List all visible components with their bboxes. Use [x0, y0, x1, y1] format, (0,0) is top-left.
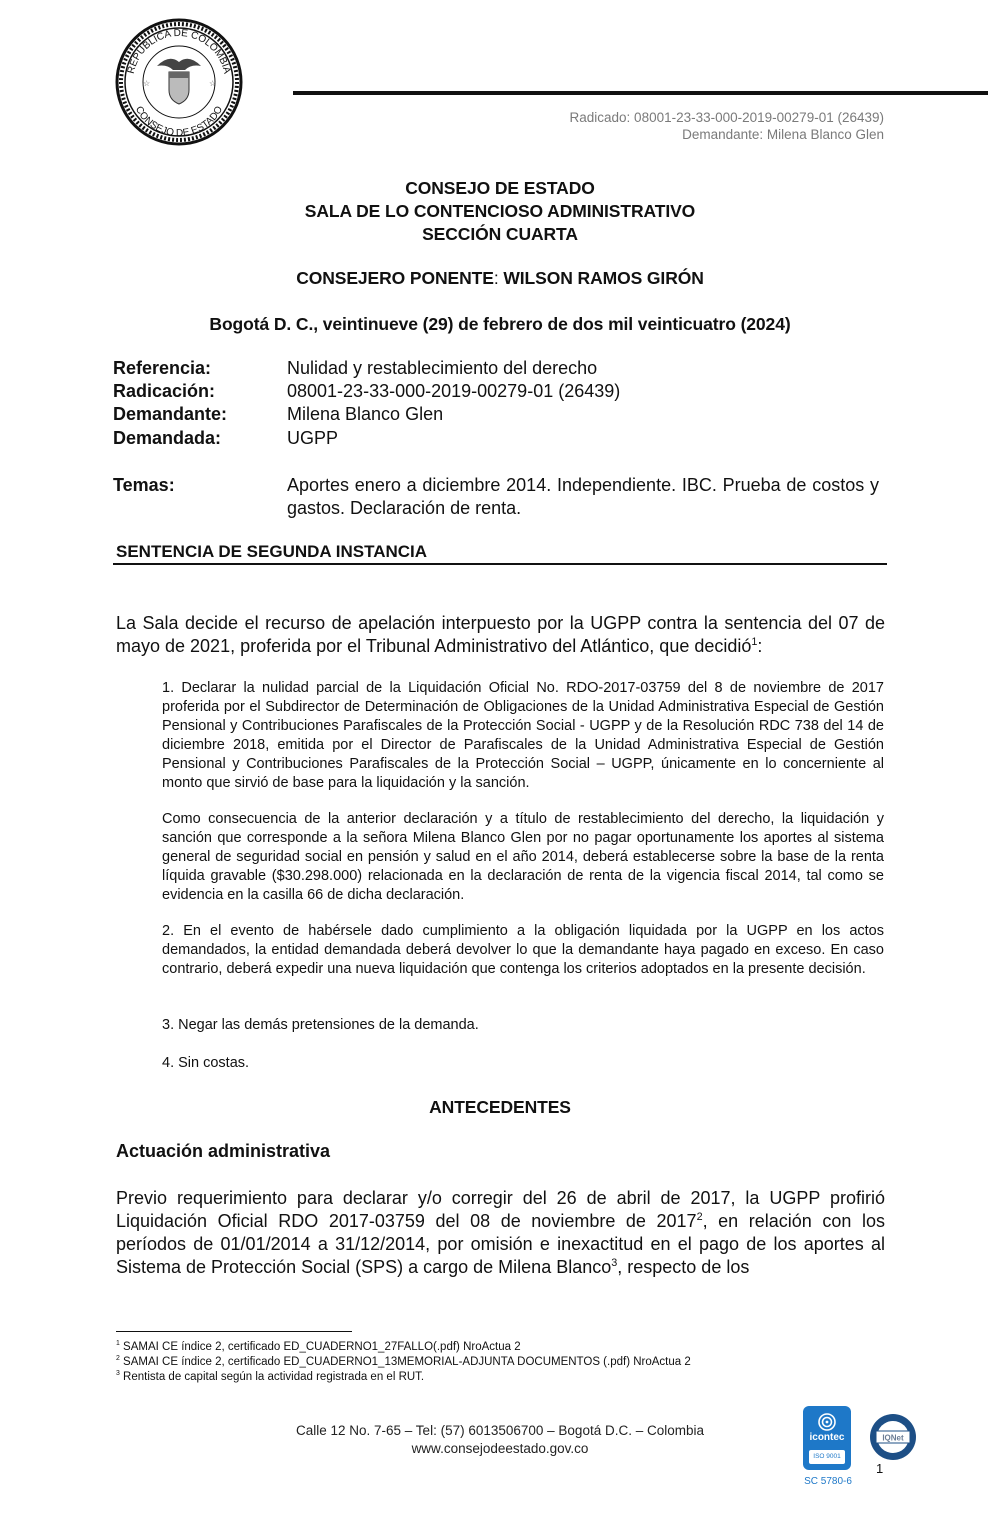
footnote-text: SAMAI CE índice 2, certificado ED_CUADERNO1_27FALLO(.pdf) NroActua 2	[119, 1341, 521, 1353]
paragraph-text: , respecto de los	[617, 1257, 750, 1277]
meta-label: Temas:	[113, 475, 175, 495]
footnote-ref[interactable]: 3	[611, 1257, 618, 1269]
antecedentes-heading: ANTECEDENTES	[429, 1097, 571, 1117]
sc-code: SC 5780-6	[804, 1476, 852, 1487]
ponente-sep: :	[493, 268, 499, 288]
paragraph-text: , en relación con los períodos de 01/01/2014 a 31/12/2014, por omisión e inexactitud en el pago de los aportes al Sistema de Protección Social (SPS) a cargo de Milena Blanco	[116, 1211, 886, 1277]
iso-label: ISO 9001	[809, 1450, 845, 1464]
quote-item-consequence: Como consecuencia de la anterior declaración y a título de restablecimiento del derecho, la liquidación y sanción que corresponde a la señora Milena Blanco Glen por no pagar oportunamente los aportes al sistema general de seguridad social en pensión y salud en el año 2014, deberá establecerse sobre la base de la renta líquida gravable ($30.298.000) relacionada en la declaración de renta de la vigencia fiscal 2014, tal como se evidencia en la casilla 66 de dicha declaración.	[162, 811, 884, 903]
footnote-ref[interactable]: 2	[696, 1211, 703, 1223]
meta-label: Radicación:	[113, 381, 216, 401]
footnote-text: Rentista de capital según la actividad registrada en el RUT.	[119, 1371, 425, 1383]
ponente-name: WILSON RAMOS GIRÓN	[498, 268, 704, 288]
iqnet-logo-icon	[866, 1412, 920, 1462]
meta-value: Milena Blanco Glen	[287, 404, 444, 424]
footnote-number: 2	[116, 1355, 120, 1363]
quote-item-2: 2. En el evento de habérsele dado cumplimiento a la obligación liquidada por la UGPP en los actos demandados, la entidad demandada deberá devolver lo que la demandante haya pagado en exceso. En caso contrario, deberá expedir una nueva liquidación que contenga los criterios adoptados en la presente decisión.	[162, 923, 884, 977]
header-demandante: Demandante: Milena Blanco Glen	[682, 127, 884, 142]
icontec-label: icontec	[809, 1432, 845, 1443]
svg-text:REPÚBLICA DE COLOMBIA: REPÚBLICA DE COLOMBIA	[125, 27, 233, 75]
meta-value: Nulidad y restablecimiento del derecho	[287, 358, 598, 378]
header-case-info	[570, 109, 884, 143]
meta-value: UGPP	[287, 428, 339, 448]
ponente-line	[0, 268, 1000, 289]
chamber-name: SALA DE LO CONTENCIOSO ADMINISTRATIVO	[304, 201, 696, 221]
meta-label: Demandante:	[113, 404, 228, 424]
quote-item-3: 3. Negar las demás pretensiones de la demanda.	[162, 1017, 479, 1033]
footnote-1	[116, 1340, 521, 1355]
footnote-number: 1	[116, 1340, 120, 1348]
meta-value: 08001-23-33-000-2019-00279-01 (26439)	[287, 381, 621, 401]
temas-value: Aportes enero a diciembre 2014. Independiente. IBC. Prueba de costos y gastos. Declaración de renta.	[287, 475, 879, 518]
footer-website[interactable]: www.consejodeestado.gov.co	[411, 1441, 589, 1456]
footnote-3	[116, 1370, 424, 1385]
header-radicado: Radicado: 08001-23-33-000-2019-00279-01 (26439)	[569, 110, 884, 125]
icontec-spiral-icon	[817, 1412, 837, 1432]
svg-text:IQNet: IQNet	[882, 1433, 904, 1443]
consejo-de-estado-seal-icon	[113, 18, 245, 146]
svg-text:CONSEJO DE ESTADO: CONSEJO DE ESTADO	[132, 104, 226, 140]
header-rule	[293, 91, 988, 95]
ponente-label: CONSEJERO PONENTE	[296, 268, 494, 288]
quote-item-1: 1. Declarar la nulidad parcial de la Liquidación Oficial No. RDO-2017-03759 del 8 de noviembre de 2017 proferida por el Subdirector de Determinación de Obligaciones de la Unidad Administrativa Especial de Gestión Pensional y Contribuciones Parafiscales de la Protección Social - UGPP y de la Resolución RDC 738 del 14 de diciembre 2018, emitida por el Director de Parafiscales de la Unidad Administrativa Especial de Gestión Pensional y Contribuciones Parafiscales de la Protección Social – UGPP, únicamente en lo concerniente al monto que sirvió de base para la liquidación y la sanción.	[162, 680, 884, 791]
footnote-separator	[116, 1331, 352, 1332]
footnote-ref[interactable]: 1	[751, 636, 758, 648]
svg-text:☆: ☆	[143, 79, 151, 88]
meta-label: Demandada:	[113, 428, 222, 448]
section-name: SECCIÓN CUARTA	[422, 224, 578, 244]
paragraph-actuacion	[116, 1187, 885, 1279]
subheading: Actuación administrativa	[116, 1141, 331, 1161]
intro-text: La Sala decide el recurso de apelación interpuesto por la UGPP contra la sentencia del 07 de mayo de 2021, proferida por el Tribunal Administrativo del Atlántico, que decidió	[116, 613, 885, 656]
footnote-2	[116, 1355, 691, 1370]
paragraph-text: Previo requerimiento para declarar y/o corregir del 26 de abril de 2017, la UGPP profirió Liquidación Oficial RDO 2017-03759 del 08 de noviembre de 2017	[116, 1188, 885, 1231]
document-date: Bogotá D. C., veintinueve (29) de febrero de dos mil veinticuatro (2024)	[209, 314, 791, 334]
court-name: CONSEJO DE ESTADO	[405, 178, 595, 198]
section-heading: SENTENCIA DE SEGUNDA INSTANCIA	[116, 542, 428, 561]
page-number: 1	[876, 1461, 884, 1476]
icontec-logo	[803, 1406, 851, 1470]
intro-paragraph	[116, 612, 885, 658]
intro-tail: :	[757, 636, 763, 656]
svg-text:☆: ☆	[209, 79, 217, 88]
footnote-number: 3	[116, 1370, 120, 1378]
meta-label: Referencia:	[113, 358, 212, 378]
quote-item-4: 4. Sin costas.	[162, 1055, 250, 1071]
footer-address: Calle 12 No. 7-65 – Tel: (57) 6013506700 – Bogotá D.C. – Colombia	[295, 1423, 704, 1438]
footnote-text: SAMAI CE índice 2, certificado ED_CUADERNO1_13MEMORIAL-ADJUNTA DOCUMENTOS (.pdf) NroActua 2	[119, 1356, 691, 1368]
section-heading-rule	[113, 563, 887, 565]
